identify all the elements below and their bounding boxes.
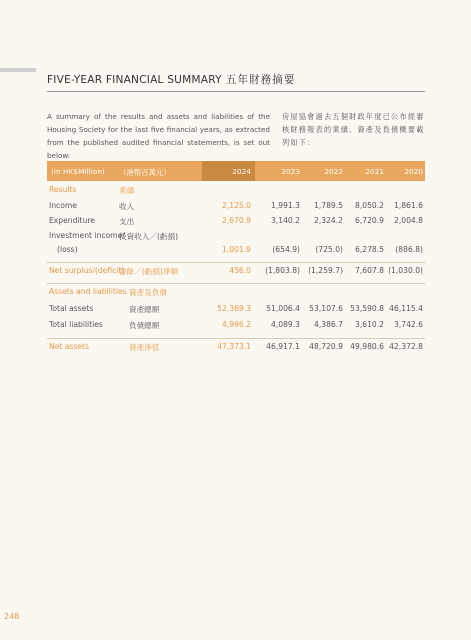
row-label-zh: 投資收入／(虧損) [119,232,179,241]
value-2022: 4,386.7 [314,320,343,329]
header-unit-en: (in HK$Million) [51,167,105,176]
value-2021: 6,720.9 [355,216,384,225]
value-2021: 49,980.6 [350,342,384,351]
divider [47,283,425,284]
section-label-zh: 業績 [119,186,135,195]
header-year-2024: 2024 [232,167,251,176]
table-row-income [47,201,425,215]
page-number: 248 [4,612,20,621]
row-label-zh: 資產淨值 [129,343,160,352]
value-2021: 3,610.2 [355,320,384,329]
value-2020: 2,004.8 [394,216,423,225]
value-2020: 1,861.6 [394,201,423,210]
row-label-en: Total assets [49,304,94,313]
value-2021: 8,050.2 [355,201,384,210]
row-label-zh: 負債總額 [129,321,160,330]
value-2023: 4,089.3 [271,320,300,329]
value-2022: (1,259.7) [308,266,343,275]
row-label-en-line2: (loss) [57,245,78,254]
value-2021: 7,607.8 [355,266,384,275]
page-edge-tab [0,68,36,72]
section-results [47,185,425,199]
section-assets-liabilities [47,287,425,301]
value-2024: 456.0 [229,266,251,275]
row-label-en-line1: Investment income/ [49,231,125,240]
value-2024: 4,996.2 [222,320,251,329]
value-2020: (1,030.0) [388,266,423,275]
row-label-en: Net assets [49,342,89,351]
row-label-zh: 資產總額 [129,305,160,314]
table-row-total-assets [47,304,425,318]
row-label-zh: 支出 [119,217,135,226]
row-label-en: Income [49,201,77,210]
row-label-zh: 盈餘／(虧損)淨額 [119,267,179,276]
header-year-2023: 2023 [281,167,300,176]
row-label-en: Total liabilities [49,320,103,329]
value-2022: 1,789.5 [314,201,343,210]
title-zh: 五年財務摘要 [225,74,296,86]
value-2020: 3,742.6 [394,320,423,329]
value-2024: 1,001.9 [222,245,251,254]
value-2024: 52,369.3 [217,304,251,313]
financial-summary-table [47,161,425,352]
header-year-2021: 2021 [365,167,384,176]
value-2023: (1,803.8) [265,266,300,275]
table-header [47,161,425,181]
divider [47,262,425,263]
section-label-en: Results [49,185,77,194]
title-en: FIVE-YEAR FINANCIAL SUMMARY [47,74,222,86]
value-2023: 46,917.1 [266,342,300,351]
header-year-2020: 2020 [404,167,423,176]
intro-paragraph-en: A summary of the results and assets and liabilities of the Housing Society for the last five financial years, as extracted from the published audited financial statements, is set out below: [47,112,270,160]
value-2022: (725.0) [315,245,343,254]
value-2023: 51,006.4 [266,304,300,313]
table-row-expenditure [47,216,425,230]
table-row-net-surplus [47,266,425,280]
value-2022: 2,324.2 [314,216,343,225]
intro-paragraph-zh: 房屋協會過去五個財政年度已公布經審核財務報表的業績、資產及負債概要載列如下： [282,112,425,147]
value-2020: 42,372.8 [389,342,423,351]
value-2021: 6,278.5 [355,245,384,254]
value-2022: 48,720.9 [309,342,343,351]
value-2024: 47,373.1 [217,342,251,351]
title-rule [47,91,425,92]
section-label-zh: 資產及負債 [129,288,167,297]
value-2020: 46,115.4 [389,304,423,313]
table-row-total-liabilities [47,320,425,334]
header-year-2022: 2022 [324,167,343,176]
divider [47,338,425,339]
row-label-en: Net surplus/(deficit) [49,266,125,275]
value-2022: 53,107.6 [309,304,343,313]
section-label-en: Assets and liabilities [49,287,127,296]
row-label-zh: 收入 [119,202,135,211]
value-2023: 3,140.2 [271,216,300,225]
value-2023: 1,991.3 [271,201,300,210]
value-2021: 53,590.8 [350,304,384,313]
value-2020: (886.8) [395,245,423,254]
table-row-investment [47,231,425,261]
header-unit-zh: （港幣百萬元） [119,168,171,177]
page-title [47,72,295,87]
table-row-net-assets [47,342,425,356]
value-2024: 2,125.0 [222,201,251,210]
row-label-en: Expenditure [49,216,95,225]
value-2024: 2,670.9 [222,216,251,225]
value-2023: (654.9) [272,245,300,254]
